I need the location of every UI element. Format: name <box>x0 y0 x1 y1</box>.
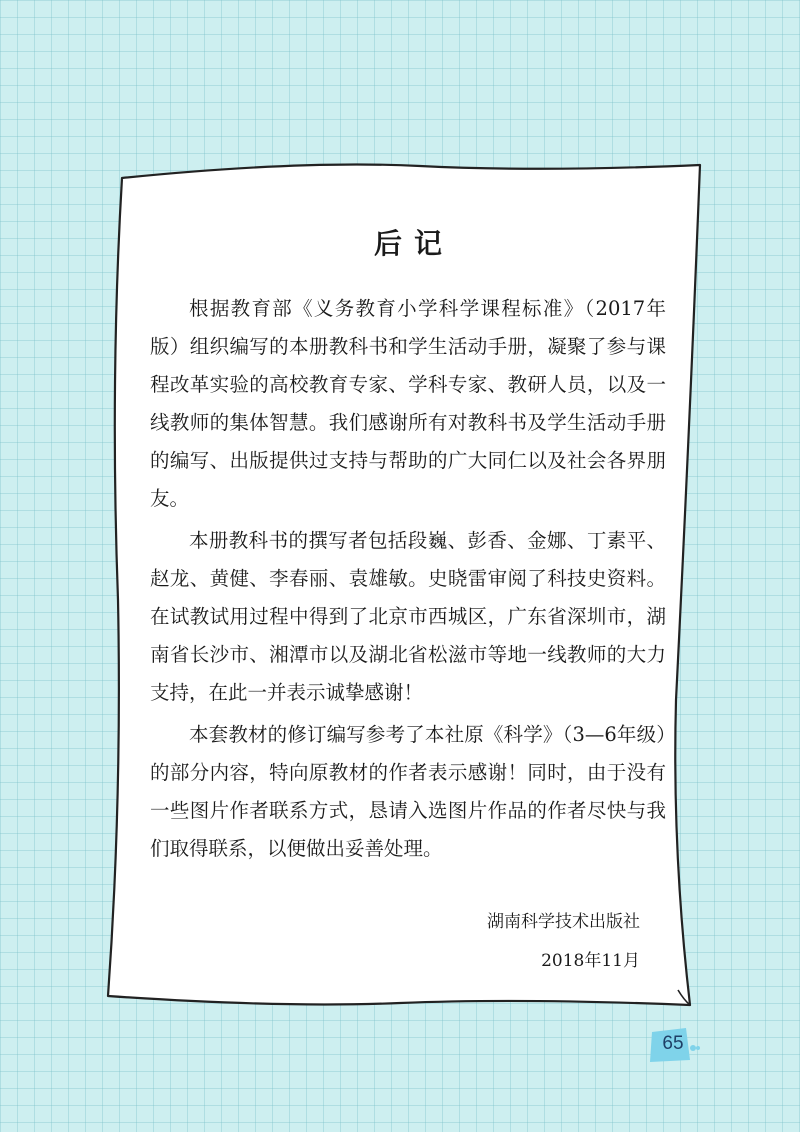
afterword-body <box>150 222 666 872</box>
page-number: 65 <box>662 1033 684 1054</box>
page-title: 后记 <box>373 227 454 260</box>
signature-date: 2018年11月 <box>541 951 640 971</box>
paragraph-acknowledgement: 根据教育部《义务教育小学科学课程标准》（2017年版）组织编写的本册教科书和学生活动手册，凝聚了参与课程改革实验的高校教育专家、学科专家、教研人员，以及一线教师的集体智慧。我们感谢所有对教科书及学生活动手册的编写、出版提供过支持与帮助的广大同仁以及社会各界朋友。 <box>150 297 666 510</box>
paragraph-revision-note: 本套教材的修订编写参考了本社原《科学》（3—6年级）的部分内容，特向原教材的作者表示感谢！同时，由于没有一些图片作者联系方式，恳请入选图片作品的作者尽快与我们取得联系，以便做出妥善处理。 <box>150 723 666 860</box>
paragraph-authors: 本册教科书的撰写者包括段巍、彭香、金娜、丁素平、赵龙、黄健、李春丽、袁雄敏。史晓雷审阅了科技史资料。在试教试用过程中得到了北京市西城区，广东省深圳市，湖南省长沙市、湘潭市以及湖北省松滋市等地一线教师的大力支持，在此一并表示诚挚感谢！ <box>150 529 666 704</box>
publisher-signature: 湖南科学技术出版社 <box>487 912 640 932</box>
